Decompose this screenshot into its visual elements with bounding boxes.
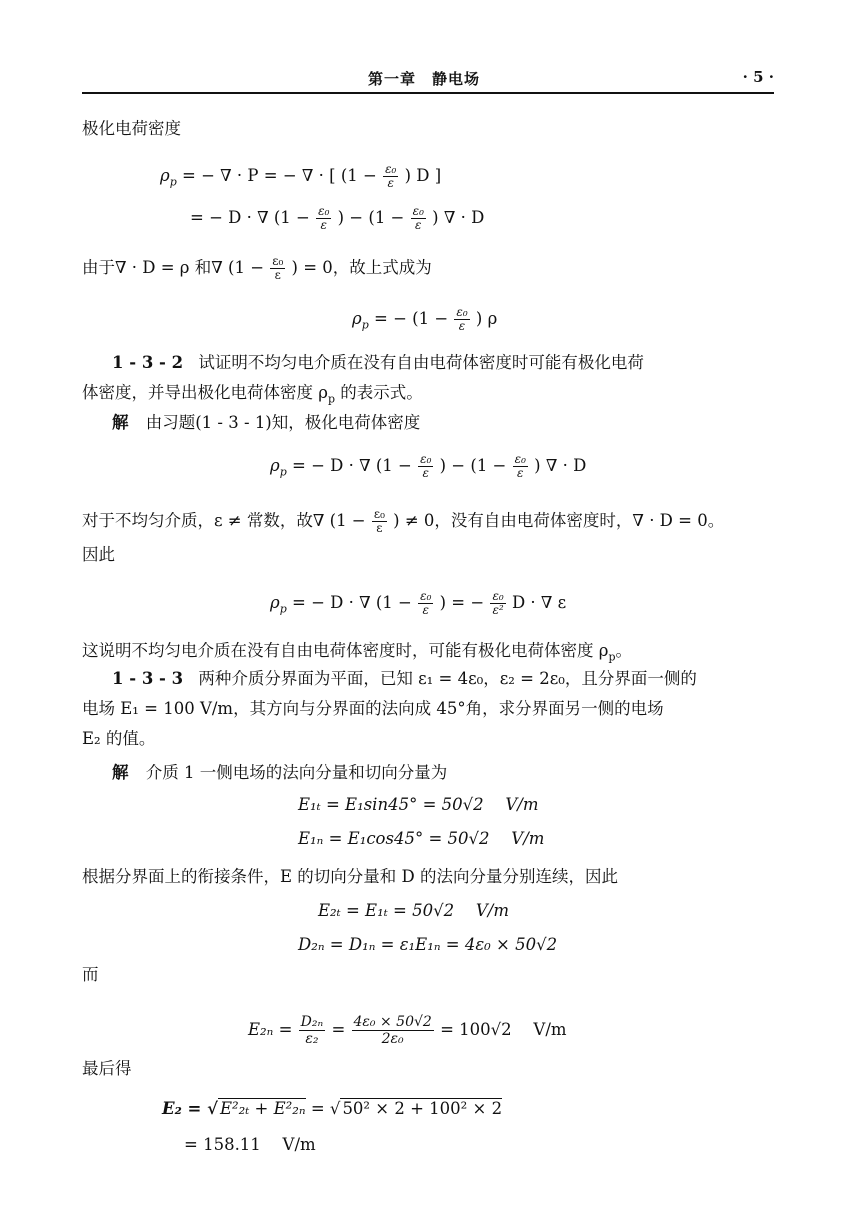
paragraph-since: 由于∇ · D = ρ 和∇ (1 − $\frac{\text{ε₀}}{\varepsilon}$ ) = 0，故上式成为: [82, 254, 432, 282]
paragraph-therefore: 因此: [82, 545, 115, 564]
page-number: · 5 ·: [742, 68, 774, 86]
equation-E2n: E₂ₙ = $\frac{\text{D₂ₙ}}{\text{ε₂}}$ = $\frac{\text{4ε₀ × 50√2}}{\text{2ε₀}}$ = 100√2 V/m: [248, 1014, 567, 1047]
problem-1-3-3-line2: 电场 E₁ = 100 V/m，其方向与分界面的法向成 45°角，求分界面另一侧的电场: [82, 699, 664, 718]
equation-rho-p-4: $\rho_p$ = − D · ∇ (1 − $\frac{\text{ε₀}}{\varepsilon}$ ) = − $\frac{\text{ε₀}}{\text{ε²}}$ D · ∇ ε: [270, 589, 567, 617]
equation-E1n: E₁ₙ = E₁cos45° = 50√2 V/m: [298, 829, 545, 848]
header-rule: [82, 92, 774, 94]
paragraph-and: 而: [82, 965, 99, 984]
equation-E2t: E₂ₜ = E₁ₜ = 50√2 V/m: [318, 901, 509, 920]
equation-rho-p-3: $\rho_p$ = − D · ∇ (1 − $\frac{\text{ε₀}}{\varepsilon}$ ) − (1 − $\frac{\text{ε₀}}{\varepsilon}$ ) ∇ · D: [270, 452, 587, 480]
paragraph-nonuniform: 对于不均匀介质，ε ≠ 常数，故∇ (1 − $\frac{\text{ε₀}}{\varepsilon}$ ) ≠ 0，没有自由电荷体密度时，∇ · D = 0。: [82, 507, 725, 535]
equation-E2-result: = 158.11 V/m: [184, 1135, 316, 1154]
paragraph-finally: 最后得: [82, 1059, 132, 1078]
page-header: [82, 68, 774, 90]
equation-D2n: D₂ₙ = D₁ₙ = ε₁E₁ₙ = 4ε₀ × 50√2: [298, 935, 558, 954]
chapter-title: 第一章 静电场: [368, 70, 481, 88]
problem-1-3-3-line1: 1 - 3 - 3 两种介质分界面为平面，已知 ε₁ = 4ε₀，ε₂ = 2ε₀，且分界面一侧的: [112, 669, 697, 688]
problem-1-3-3-line3: E₂ 的值。: [82, 729, 156, 748]
problem-1-3-2-line1: 1 - 3 - 2 试证明不均匀电介质在没有自由电荷体密度时可能有极化电荷: [112, 353, 644, 372]
equation-rho-p-simplified: $\rho_p$ = − (1 − $\frac{\text{ε₀}}{\varepsilon}$ ) ρ: [352, 305, 498, 333]
paragraph-explains: 这说明不均匀电介质在没有自由电荷体密度时，可能有极化电荷体密度 $\rho_p$。: [82, 641, 632, 664]
solution-1-3-3: 解 介质 1 一侧电场的法向分量和切向分量为: [112, 763, 448, 782]
equation-E1t: E₁ₜ = E₁sin45° = 50√2 V/m: [298, 795, 539, 814]
equation-rho-p-2: = − D · ∇ (1 − $\frac{\text{ε₀}}{\varepsilon}$ ) − (1 − $\frac{\text{ε₀}}{\varepsilon}$ ) ∇ · D: [190, 204, 485, 232]
paragraph-polarization-density: 极化电荷密度: [82, 119, 181, 138]
equation-E2-magnitude: E₂ = √ E²₂ₜ + E²₂ₙ = √ 50² × 2 + 100² × 2: [162, 1099, 503, 1118]
solution-1-3-2: 解 由习题(1 - 3 - 1)知，极化电荷体密度: [112, 413, 421, 432]
equation-rho-p-1: $\rho_p$ = − ∇ · P = − ∇ · [ (1 − $\frac{\text{ε₀}}{\varepsilon}$ ) D ]: [160, 162, 442, 190]
paragraph-boundary-conditions: 根据分界面上的衔接条件，E 的切向分量和 D 的法向分量分别连续，因此: [82, 867, 619, 886]
problem-1-3-2-line2: 体密度，并导出极化电荷体密度 $\rho_p$ 的表示式。: [82, 383, 423, 406]
